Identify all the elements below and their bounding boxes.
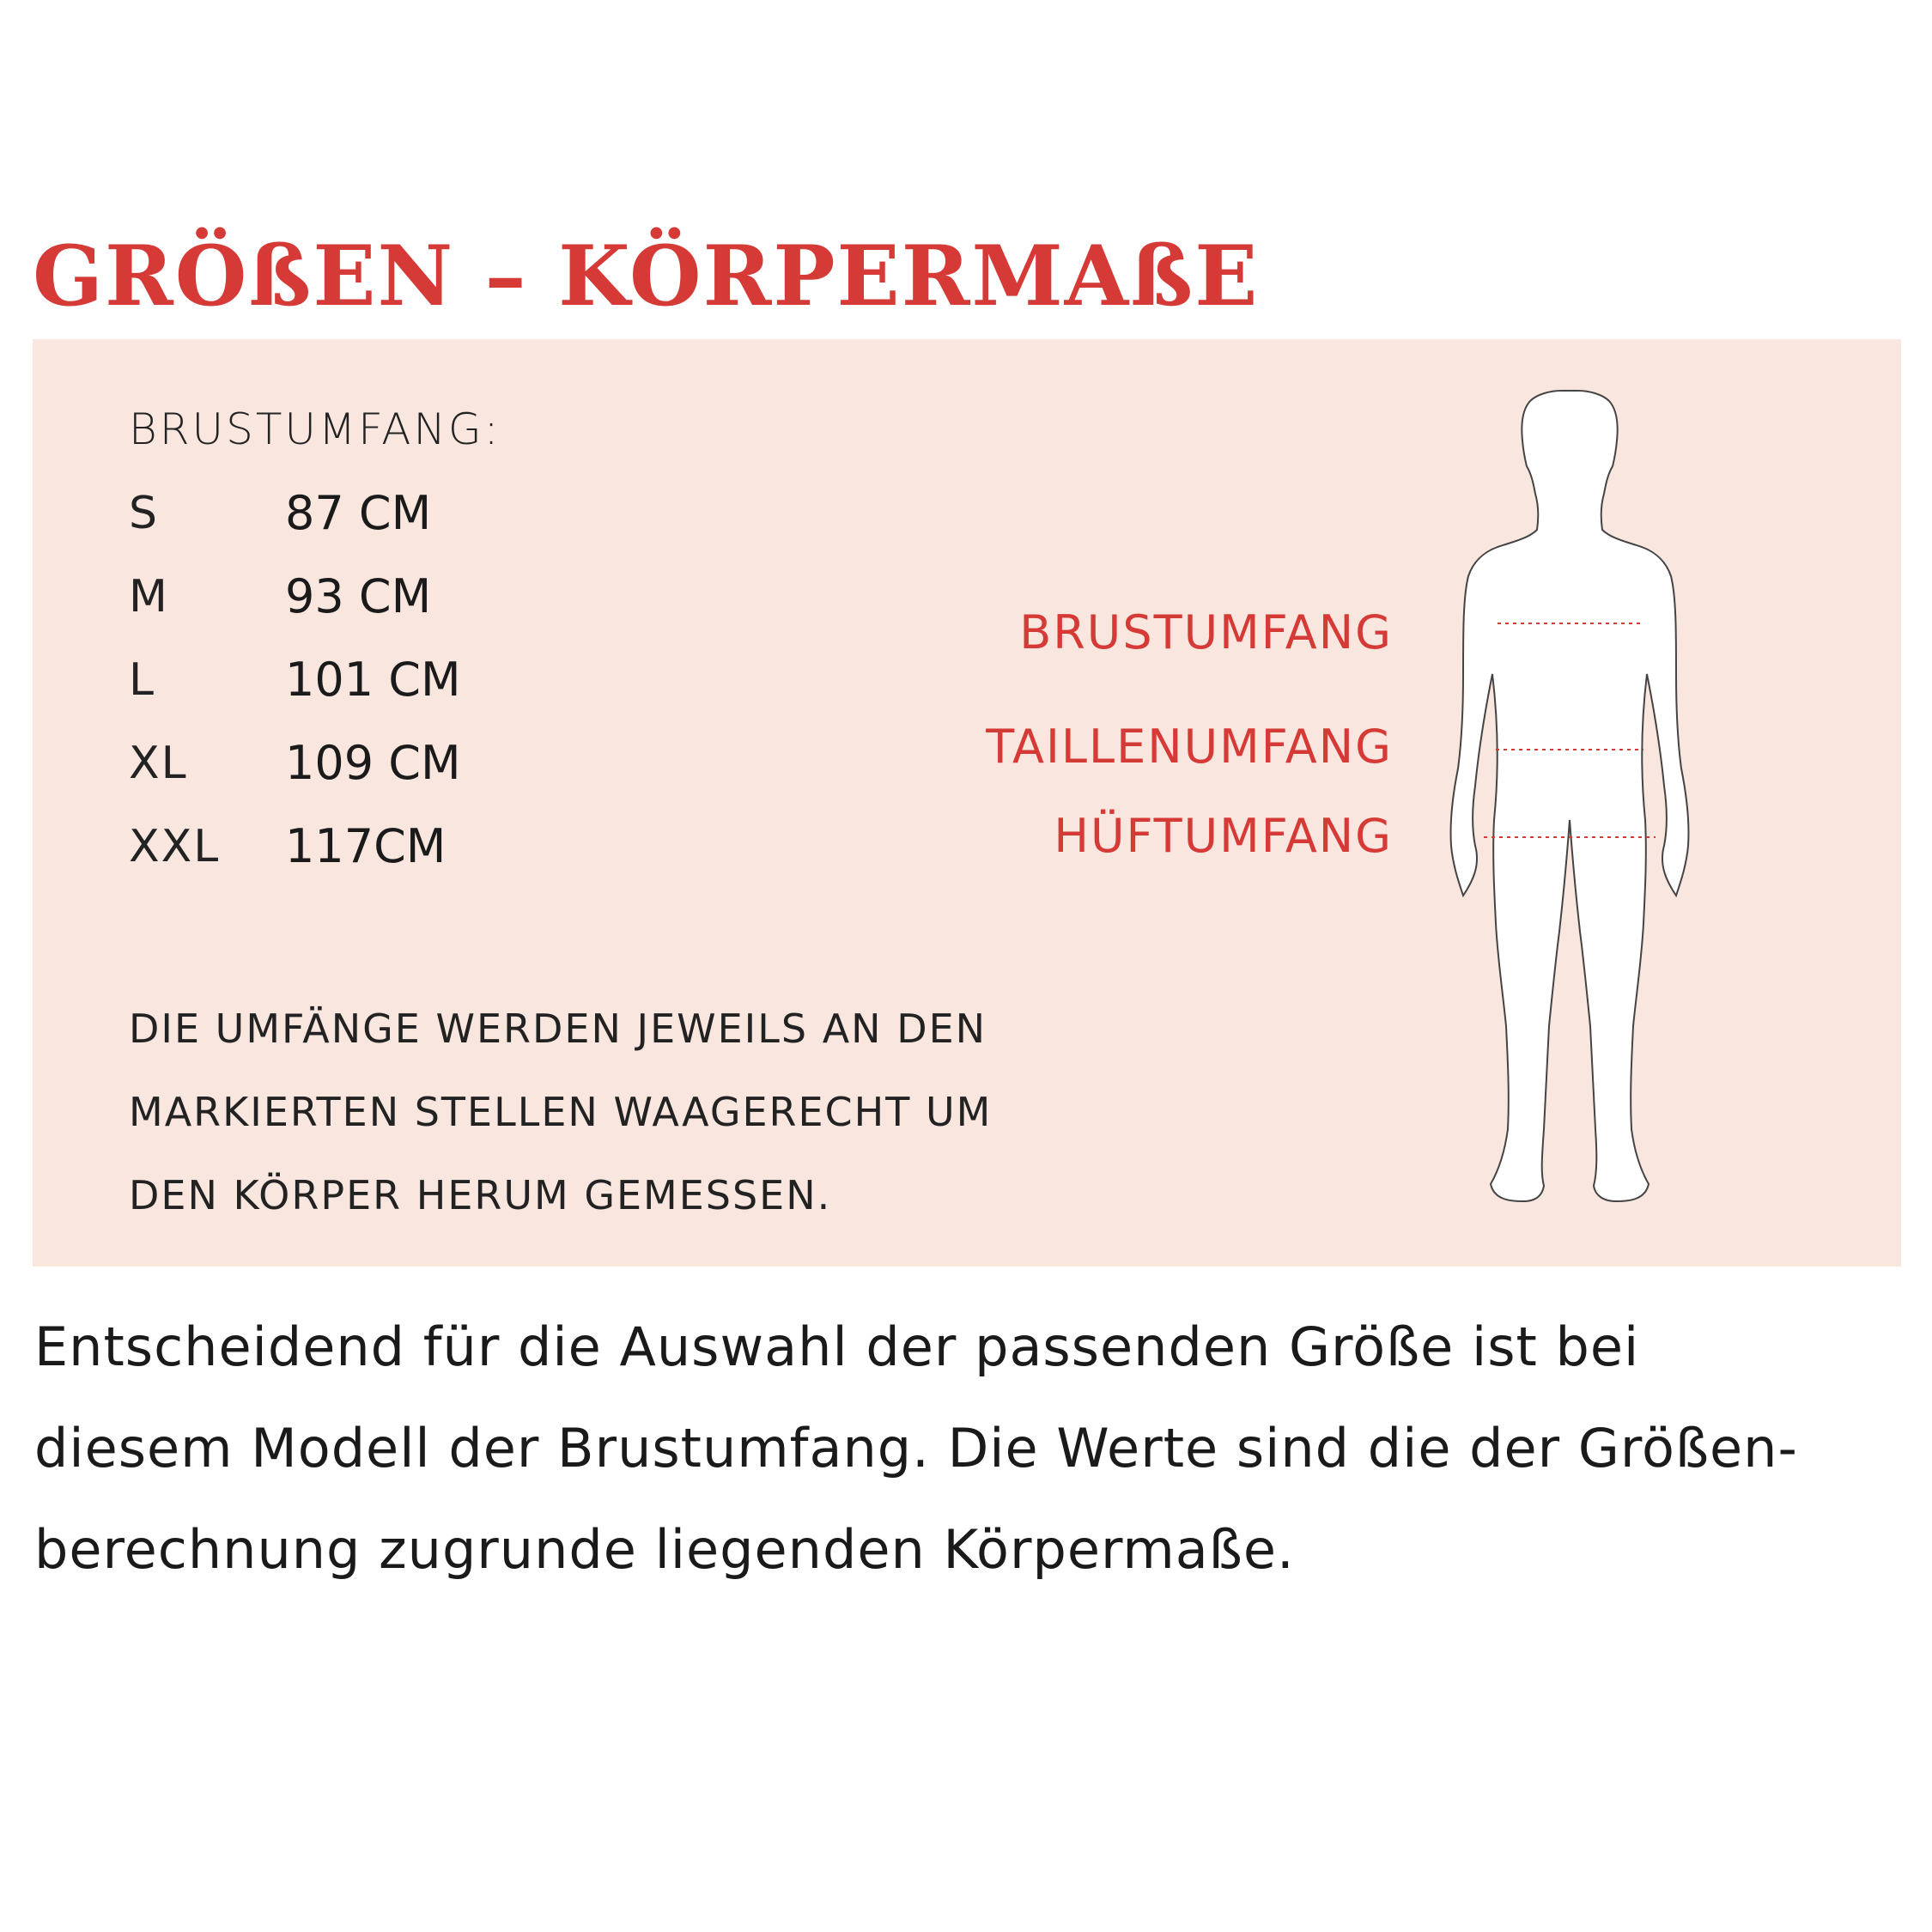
size-label: M	[129, 571, 169, 623]
measurement-note	[129, 987, 1073, 1237]
body-outline	[1450, 391, 1688, 1201]
sizes-heading: BRUSTUMFANG:	[129, 404, 501, 454]
size-label: S	[129, 488, 160, 539]
note-line: DIE UMFÄNGE WERDEN JEWEILS AN DEN	[129, 1005, 987, 1052]
size-value: 101 CM	[285, 653, 461, 707]
size-value: 109 CM	[285, 736, 461, 790]
size-value: 93 CM	[285, 569, 432, 623]
size-row	[129, 562, 644, 631]
hip-label: HÜFTUMFANG	[1054, 809, 1393, 863]
size-value: 87 CM	[285, 486, 432, 540]
note-line: MARKIERTEN STELLEN WAAGERECHT UM	[129, 1089, 993, 1135]
size-row	[129, 646, 644, 714]
size-value: 117CM	[285, 819, 447, 873]
size-label: XXL	[129, 821, 221, 872]
size-row	[129, 729, 644, 798]
waist-label: TAILLENUMFANG	[986, 720, 1393, 774]
description-line: Entscheidend für die Auswahl der passenden Größe ist bei	[34, 1315, 1640, 1378]
chest-label: BRUSTUMFANG	[1019, 605, 1393, 659]
size-label: L	[129, 654, 155, 706]
size-row	[129, 479, 644, 548]
size-row	[129, 812, 644, 881]
note-line: DEN KÖRPER HERUM GEMESSEN.	[129, 1172, 832, 1218]
description-line: diesem Modell der Brustumfang. Die Werte sind die der Größen-	[34, 1417, 1798, 1479]
page-title: GRÖßEN – KÖRPERMAßE	[33, 228, 1260, 325]
description-text	[34, 1297, 1898, 1601]
size-chart-panel	[33, 339, 1901, 1267]
description-line: berechnung zugrunde liegenden Körpermaße.	[34, 1518, 1295, 1581]
size-label: XL	[129, 738, 188, 789]
